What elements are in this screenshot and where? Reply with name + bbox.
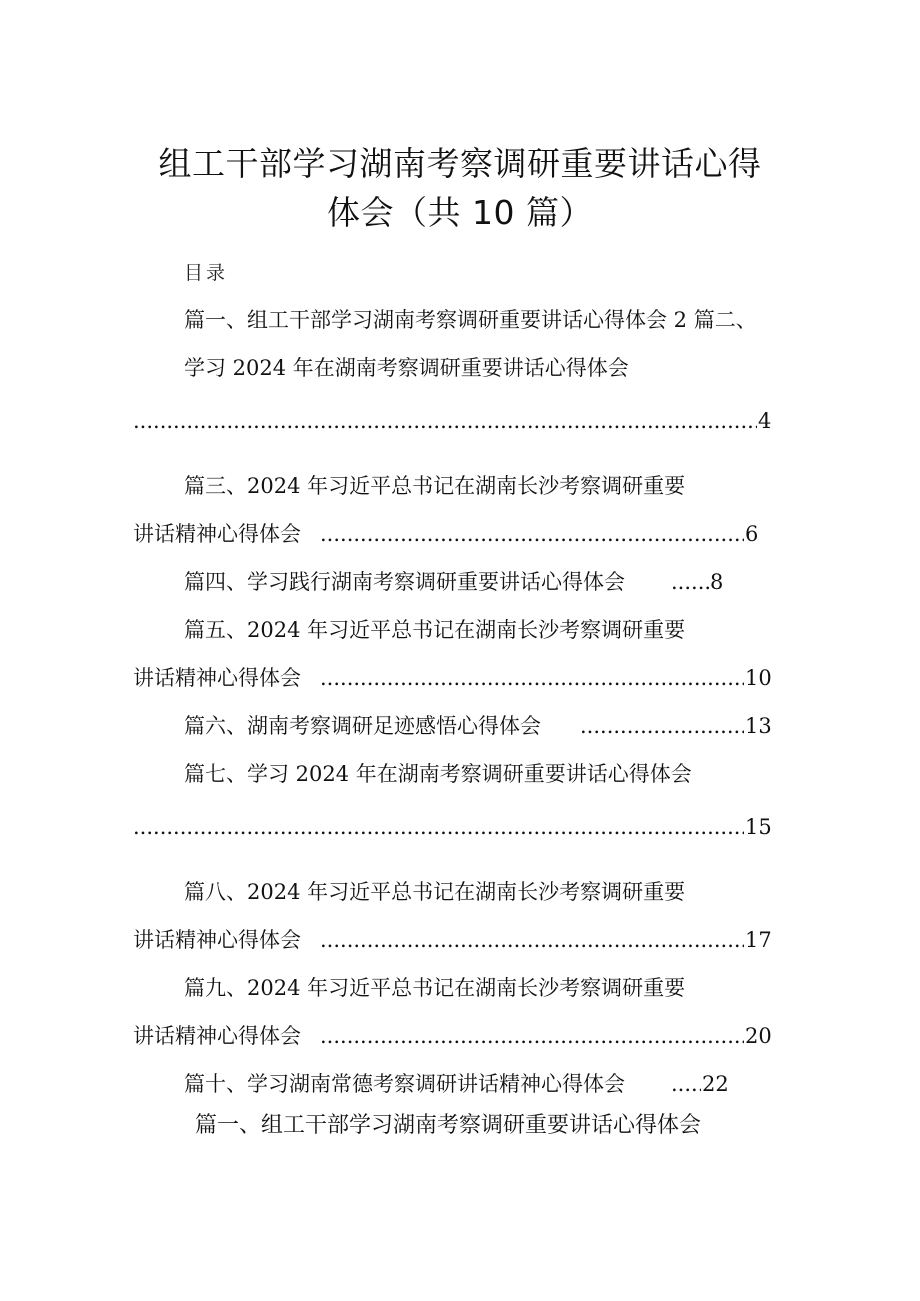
toc-entry-3-leader-dots	[320, 519, 744, 549]
toc-entry-3-line-a[interactable]: 篇三、2024 年习近平总书记在湖南长沙考察调研重要	[184, 474, 686, 498]
toc-entry-5-line-b[interactable]: 讲话精神心得体会	[133, 666, 301, 690]
toc-entry-1-line-a[interactable]: 篇一、组工干部学习湖南考察调研重要讲话心得体会 2 篇二、	[184, 308, 757, 332]
toc-entry-8-line-a[interactable]: 篇八、2024 年习近平总书记在湖南长沙考察调研重要	[184, 880, 686, 904]
toc-entry-7-leader-dots	[133, 812, 744, 842]
toc-entry-7-line-a[interactable]: 篇七、学习 2024 年在湖南考察调研重要讲话心得体会	[184, 762, 692, 786]
toc-label: 目录	[184, 262, 229, 284]
toc-entry-4-page[interactable]: 8	[710, 570, 724, 594]
toc-entry-7-page[interactable]: 15	[745, 815, 772, 839]
toc-entry-8-leader-dots	[320, 925, 744, 955]
toc-entry-1-leader-dots	[133, 406, 757, 436]
toc-entry-1-page[interactable]: 4	[758, 409, 772, 433]
toc-entry-5-page[interactable]: 10	[745, 666, 772, 690]
document-title-line-1: 组工干部学习湖南考察调研重要讲话心得	[158, 144, 762, 183]
toc-entry-10-page[interactable]: 22	[702, 1072, 729, 1096]
toc-entry-9-line-b[interactable]: 讲话精神心得体会	[133, 1024, 301, 1048]
toc-entry-3-line-b[interactable]: 讲话精神心得体会	[133, 522, 301, 546]
toc-entry-9-page[interactable]: 20	[745, 1024, 772, 1048]
toc-entry-6-line-a[interactable]: 篇六、湖南考察调研足迹感悟心得体会	[184, 714, 541, 738]
toc-entry-5-line-a[interactable]: 篇五、2024 年习近平总书记在湖南长沙考察调研重要	[184, 618, 686, 642]
toc-entry-8-page[interactable]: 17	[745, 928, 772, 952]
toc-entry-4-line-a[interactable]: 篇四、学习践行湖南考察调研重要讲话心得体会	[184, 570, 625, 594]
toc-entry-5-leader-dots	[320, 663, 744, 693]
toc-entry-9-leader-dots	[320, 1021, 744, 1051]
toc-entry-1-line-b[interactable]: 学习 2024 年在湖南考察调研重要讲话心得体会	[184, 356, 629, 380]
toc-entry-6-leader-dots	[580, 711, 744, 741]
toc-entry-4-leader-dots	[671, 567, 709, 597]
toc-entry-3-page[interactable]: 6	[745, 522, 759, 546]
toc-entry-10-line-a[interactable]: 篇十、学习湖南常德考察调研讲话精神心得体会	[184, 1072, 625, 1096]
toc-entry-10-leader-dots	[671, 1069, 701, 1099]
section-heading: 篇一、组工干部学习湖南考察调研重要讲话心得体会	[195, 1113, 702, 1138]
toc-entry-9-line-a[interactable]: 篇九、2024 年习近平总书记在湖南长沙考察调研重要	[184, 976, 686, 1000]
toc-entry-8-line-b[interactable]: 讲话精神心得体会	[133, 928, 301, 952]
document-title-line-2: 体会（共 10 篇）	[327, 193, 593, 232]
toc-entry-6-page[interactable]: 13	[745, 714, 772, 738]
